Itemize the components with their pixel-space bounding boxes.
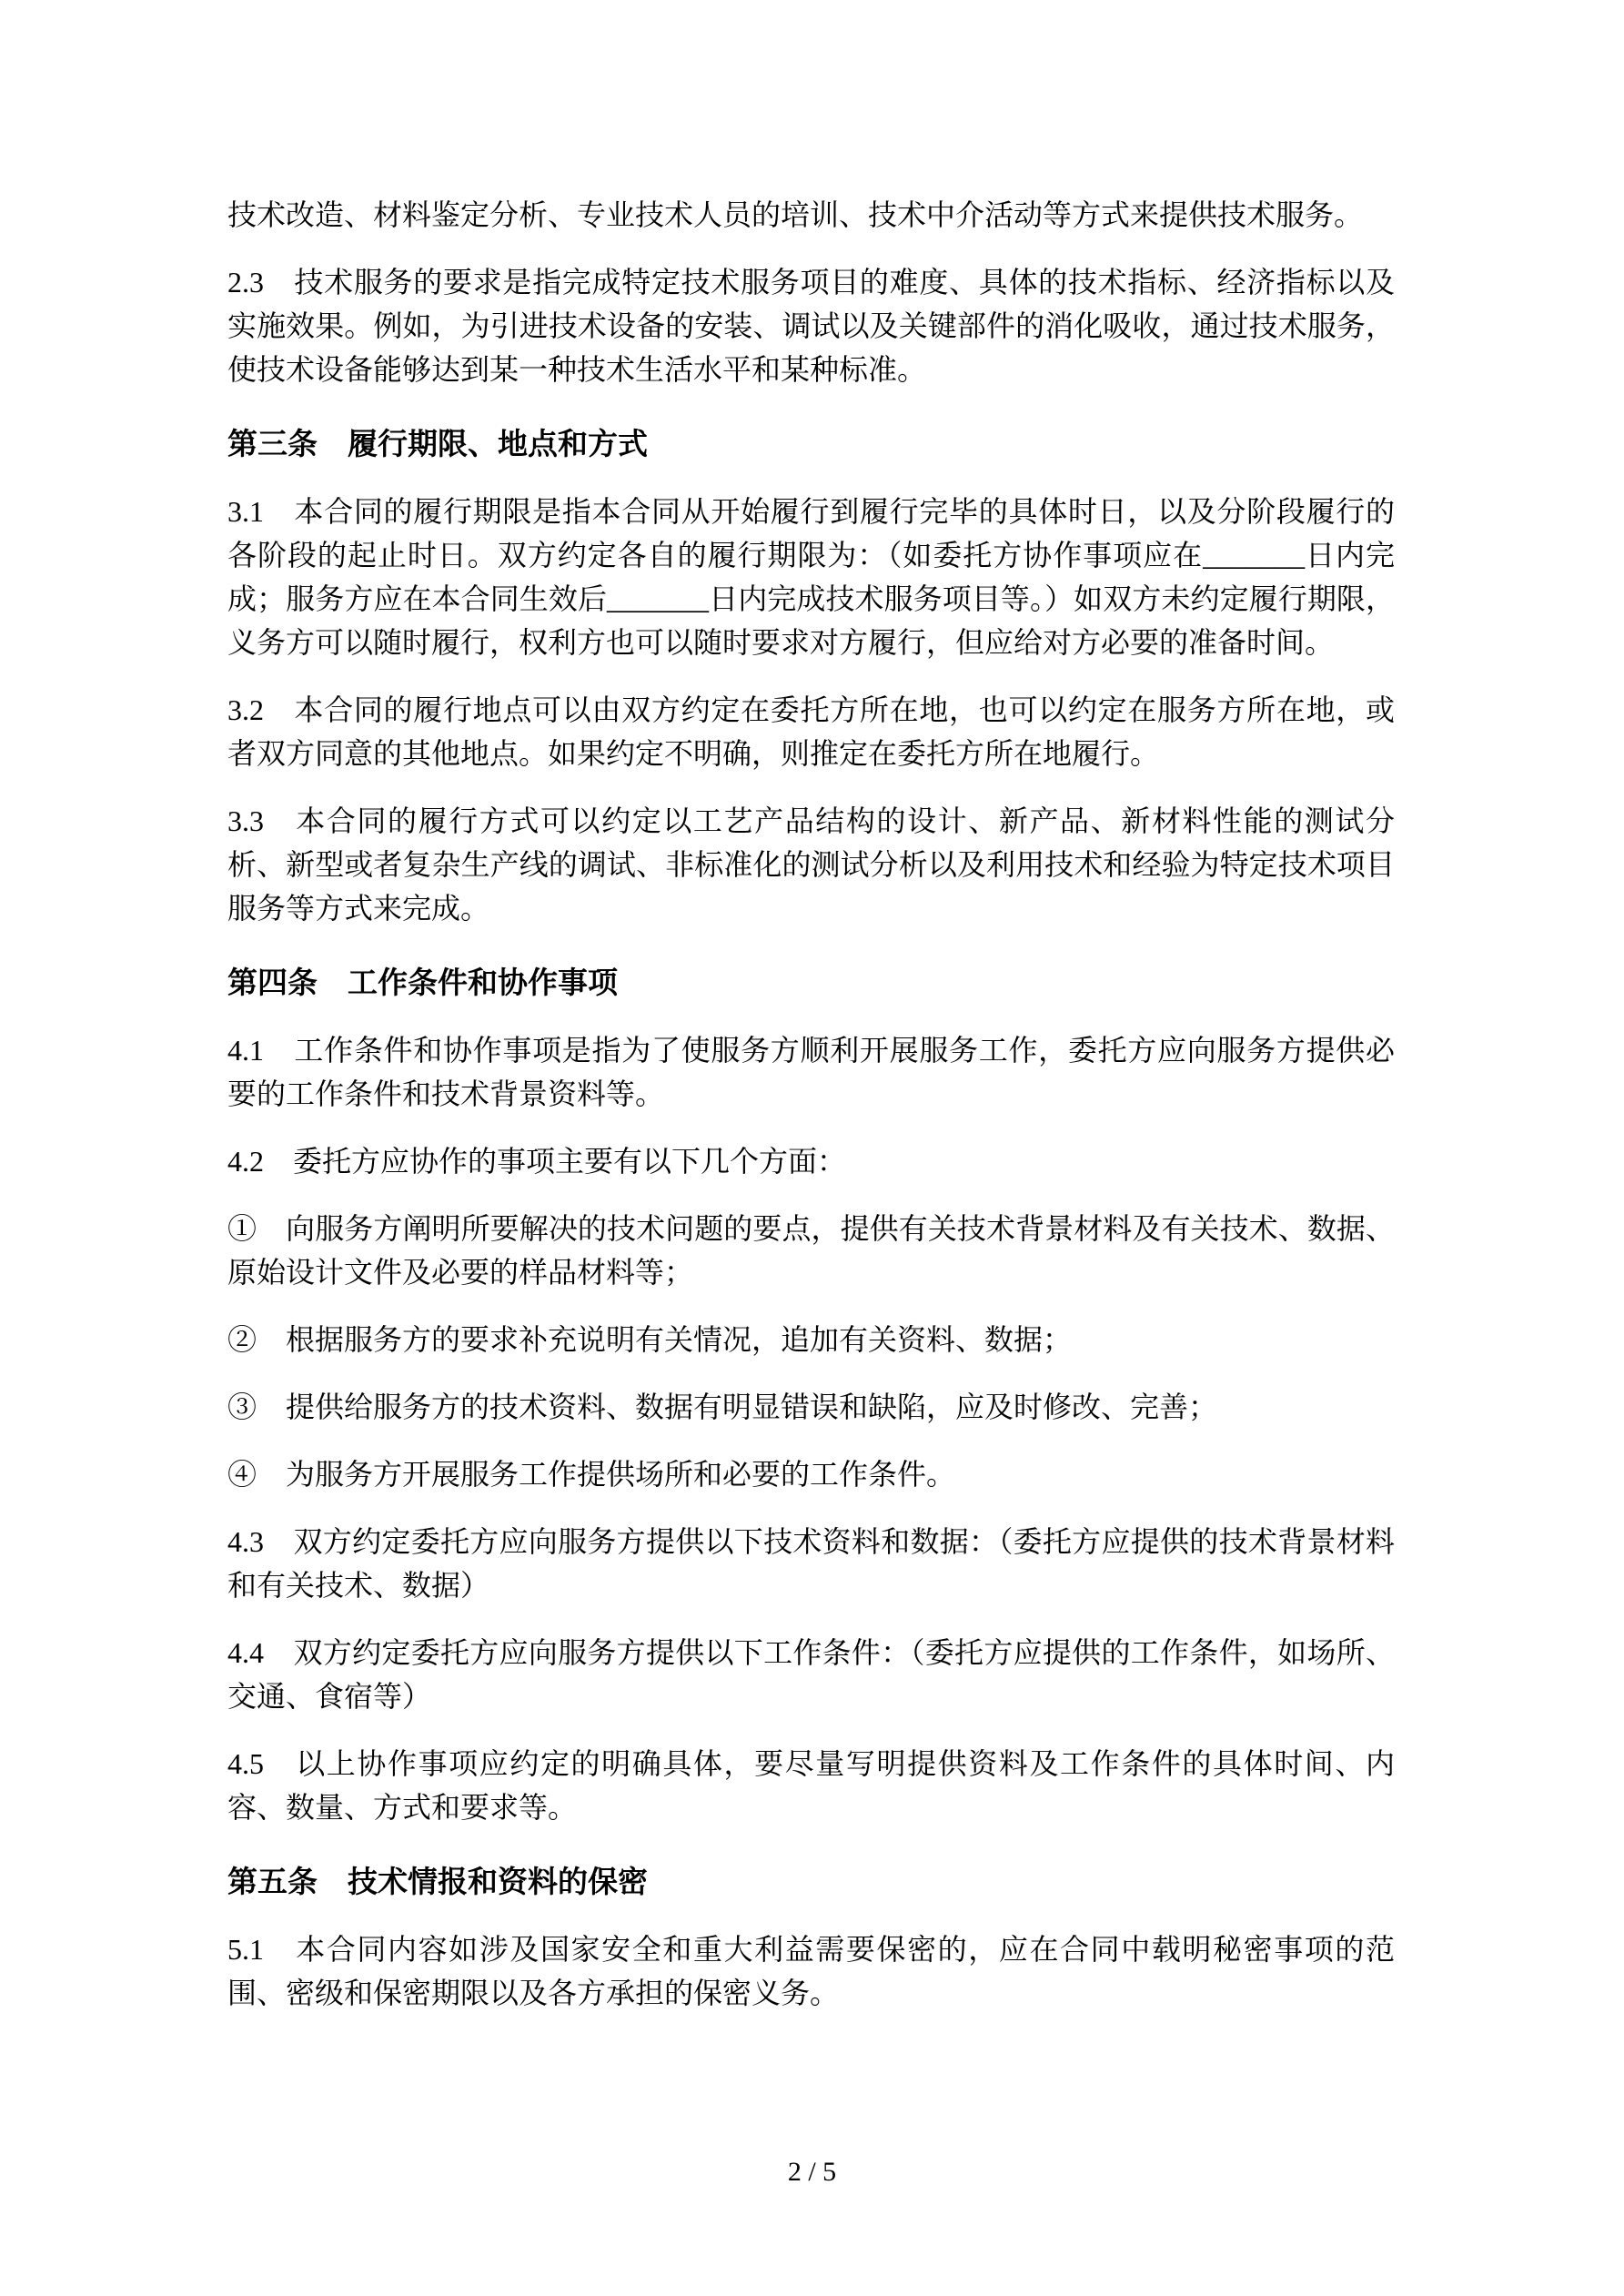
paragraph: 技术改造、材料鉴定分析、专业技术人员的培训、技术中介活动等方式来提供技术服务。: [227, 198, 1364, 231]
paragraph: 4.2 委托方应协作的事项主要有以下几个方面：: [227, 1145, 847, 1178]
paragraph: ④ 为服务方开展服务工作提供场所和必要的工作条件。: [227, 1458, 956, 1491]
paragraph: ① 向服务方阐明所要解决的技术问题的要点，提供有关技术背景材料及有关技术、数据、原始设计文件及必要的样品材料等；: [227, 1212, 1395, 1289]
paragraph: ② 根据服务方的要求补充说明有关情况，追加有关资料、数据；: [227, 1323, 1073, 1356]
page-number: 2 / 5: [787, 2157, 837, 2187]
document-content: [227, 193, 1395, 2015]
paragraph: 4.3 双方约定委托方应向服务方提供以下技术资料和数据：（委托方应提供的技术背景材料和有关技术、数据）: [227, 1525, 1395, 1602]
section-heading: 第五条 技术情报和资料的保密: [227, 1865, 648, 1898]
paragraph: 3.2 本合同的履行地点可以由双方约定在委托方所在地，也可以约定在服务方所在地，或者双方同意的其他地点。如果约定不明确，则推定在委托方所在地履行。: [227, 693, 1395, 770]
paragraph: 4.1 工作条件和协作事项是指为了使服务方顺利开展服务工作，委托方应向服务方提供必要的工作条件和技术背景资料等。: [227, 1034, 1395, 1110]
section-heading: 第四条 工作条件和协作事项: [227, 966, 618, 999]
paragraph: 5.1 本合同内容如涉及国家安全和重大利益需要保密的，应在合同中载明秘密事项的范围、密级和保密期限以及各方承担的保密义务。: [227, 1933, 1395, 2009]
paragraph: 3.3 本合同的履行方式可以约定以工艺产品结构的设计、新产品、新材料性能的测试分析、新型或者复杂生产线的调试、非标准化的测试分析以及利用技术和经验为特定技术项目服务等方式来完成。: [227, 804, 1395, 925]
section-heading: 第三条 履行期限、地点和方式: [227, 427, 648, 460]
paragraph: 4.4 双方约定委托方应向服务方提供以下工作条件：（委托方应提供的工作条件，如场所、交通、食宿等）: [227, 1636, 1395, 1713]
paragraph: 4.5 以上协作事项应约定的明确具体，要尽量写明提供资料及工作条件的具体时间、内容、数量、方式和要求等。: [227, 1747, 1395, 1824]
paragraph: ③ 提供给服务方的技术资料、数据有明显错误和缺陷，应及时修改、完善；: [227, 1391, 1218, 1423]
paragraph: 2.3 技术服务的要求是指完成特定技术服务项目的难度、具体的技术指标、经济指标以及实施效果。例如，为引进技术设备的安装、调试以及关键部件的消化吸收，通过技术服务，使技术设备能够达到某一种技术生活水平和某种标准。: [227, 266, 1395, 386]
paragraph: 3.1 本合同的履行期限是指本合同从开始履行到履行完毕的具体时日，以及分阶段履行的各阶段的起止时日。双方约定各自的履行期限为：（如委托方协作事项应在_______日内完成；服务方应在本合同生效后_______日内完成技术服务项目等。）如双方未约定履行期限，义务方可以随时履行，权利方也可以随时要求对方履行，但应给对方必要的准备时间。: [227, 495, 1395, 659]
